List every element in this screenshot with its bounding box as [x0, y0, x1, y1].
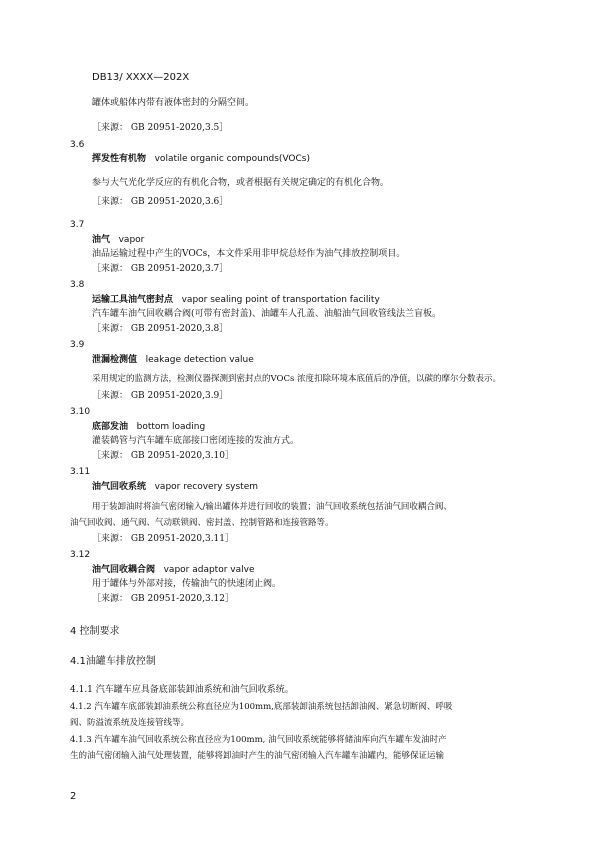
clause-paragraph: 4.1.1 汽车罐车应具备底部装卸油系统和油气回收系统。: [70, 685, 294, 695]
term-chinese: 油气: [92, 235, 111, 245]
term-definition: 用于罐体与外部对接，传输油气的快速闭止阀。: [92, 579, 282, 589]
term-source: ［来源： GB 20951-2020,3.9］: [92, 391, 229, 401]
term-english: vapor recovery system: [154, 482, 259, 492]
term-english: volatile organic compounds(VOCs): [154, 154, 311, 164]
term-definition: 用于装卸油时将油气密闭输入/输出罐体并进行回收的装置；油气回收系统包括油气回收耦合阀、: [92, 502, 452, 512]
clause-paragraph: 4.1.3 汽车罐车油气回收系统公称直径应为100mm, 油气回收系统能够将储油库向汽车罐车发油时产: [70, 735, 447, 745]
term-source: ［来源： GB 20951-2020,3.10］: [92, 451, 235, 461]
term-chinese: 底部发油: [92, 422, 129, 432]
term-title: [92, 155, 310, 164]
term-definition: 采用规定的监测方法，检测仪器探测到密封点的VOCs 浓度扣除环境本底值后的净值，以碳的摩尔分数表示。: [92, 374, 502, 384]
intro-source: ［来源： GB 20951-2020,3.5］: [92, 123, 229, 133]
document-code-header: DB13/ XXXX—202X: [92, 72, 190, 83]
term-chinese: 油气回收系统: [92, 482, 147, 492]
term-number: 3.8: [70, 280, 85, 290]
term-source: ［来源： GB 20951-2020,3.12］: [92, 594, 235, 604]
term-definition: 汽车罐车油气回收耦合阀(可带有密封盖)、油罐车人孔盖、油船油气回收管线法兰盲板。: [92, 309, 442, 319]
term-definition: 参与大气光化学反应的有机化合物，或者根据有关规定确定的有机化合物。: [92, 178, 390, 188]
term-title: [92, 296, 380, 305]
term-english: vapor sealing point of transportation facility: [181, 295, 380, 305]
term-source: ［来源： GB 20951-2020,3.11］: [92, 534, 235, 544]
term-title: [92, 483, 258, 492]
term-english: vapor: [118, 235, 145, 245]
term-title: [92, 566, 255, 575]
term-english: vapor adaptor valve: [163, 565, 255, 575]
term-source: ［来源： GB 20951-2020,3.8］: [92, 324, 229, 334]
term-title: [92, 356, 254, 365]
intro-definition: 罐体或船体内带有液体密封的分隔空间。: [92, 98, 255, 108]
page-number: 2: [70, 791, 77, 802]
term-number: 3.12: [70, 550, 91, 560]
term-number: 3.10: [70, 407, 91, 417]
clause-paragraph-continued: 生的油气密闭输入油气处理装置，能够将卸油时产生的油气密闭输入汽车罐车油罐内，能够保证运输: [70, 751, 445, 761]
term-english: leakage detection value: [145, 355, 254, 365]
term-english: bottom loading: [136, 422, 206, 432]
term-source: ［来源： GB 20951-2020,3.7］: [92, 264, 229, 274]
term-definition-continued: 油气回收阀、通气阀、气动联锁阀、密封盖、控制管路和连接管路等。: [70, 518, 334, 528]
term-number: 3.9: [70, 340, 85, 350]
term-source: ［来源： GB 20951-2020,3.6］: [92, 197, 229, 207]
term-number: 3.11: [70, 467, 91, 477]
section-heading: 4 控制要求: [70, 626, 120, 637]
term-title: [92, 423, 205, 432]
term-chinese: 运输工具油气密封点: [92, 295, 174, 305]
term-chinese: 挥发性有机物: [92, 154, 147, 164]
term-number: 3.7: [70, 220, 85, 230]
term-definition: 灌装鹤管与汽车罐车底部接口密闭连接的发油方式。: [92, 436, 300, 446]
term-definition: 油品运输过程中产生的VOCs，本文件采用非甲烷总烃作为油气排放控制项目。: [92, 249, 406, 259]
term-title: [92, 236, 144, 245]
term-number: 3.6: [70, 140, 85, 150]
term-chinese: 油气回收耦合阀: [92, 565, 156, 575]
clause-paragraph: 4.1.2 汽车罐车底部装卸油系统公称直径应为100mm,底部装卸油系统包括卸油阀、紧急切断阀、呼吸: [70, 702, 453, 712]
clause-paragraph-continued: 阀、防溢流系统及连接管线等。: [70, 718, 190, 728]
subsection-heading: 4.1油罐车排放控制: [70, 656, 156, 667]
term-chinese: 泄漏检测值: [92, 355, 138, 365]
